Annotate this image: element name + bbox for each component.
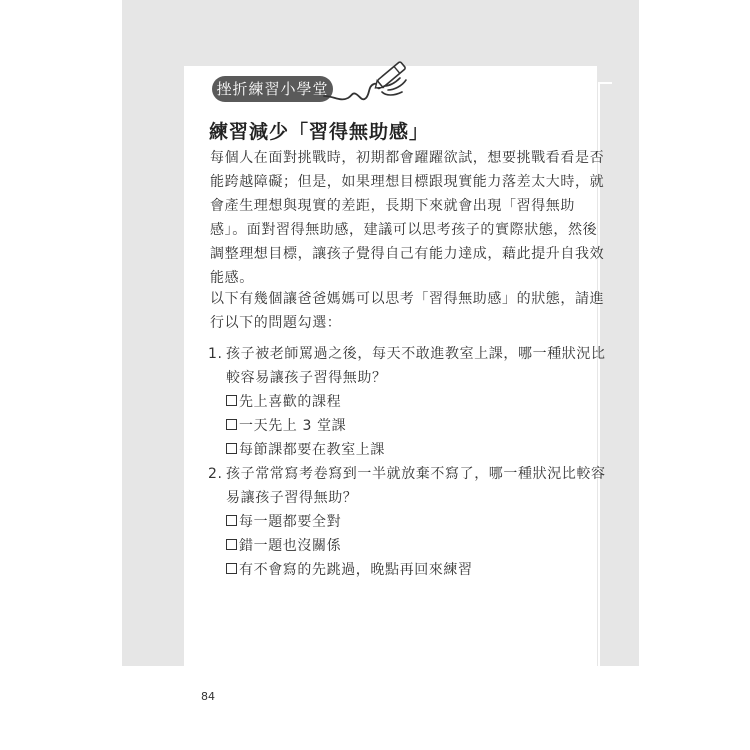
- option-label: 每一題都要全對: [239, 514, 342, 530]
- question-text: 易讓孩子習得無助？: [226, 490, 358, 506]
- option-label: 錯一題也沒關係: [239, 538, 342, 554]
- page-edge: [598, 82, 612, 666]
- intro-paragraph: [210, 146, 605, 290]
- checkbox-icon[interactable]: [226, 395, 237, 406]
- option-label: 先上喜歡的課程: [239, 394, 342, 410]
- answer-option[interactable]: [208, 534, 588, 558]
- paragraph-line: 每個人在面對挑戰時，初期都會躍躍欲試，想要挑戰看看是否: [210, 150, 605, 166]
- paragraph-line: 能跨越障礙；但是，如果理想目標跟現實能力落差太大時，就: [210, 174, 605, 190]
- answer-option[interactable]: [208, 438, 588, 462]
- paragraph-line: 感」。面對習得無助感，建議可以思考孩子的實際狀態，然後: [210, 222, 598, 238]
- paragraph-line: 以下有幾個讓爸爸媽媽可以思考「習得無助感」的狀態，請進: [210, 291, 605, 307]
- instruction-paragraph: [210, 287, 605, 335]
- option-label: 有不會寫的先跳過，晚點再回來練習: [239, 562, 473, 578]
- question-text: 孩子常常寫考卷寫到一半就放棄不寫了，哪一種狀況比較容: [226, 466, 606, 482]
- section-heading: 練習減少「習得無助感」: [209, 121, 430, 143]
- question-line: [208, 462, 606, 486]
- checkbox-icon[interactable]: [226, 443, 237, 454]
- page-number: 84: [201, 690, 215, 703]
- question-line: [208, 342, 606, 366]
- question-2: [208, 462, 606, 582]
- paragraph-line: 行以下的問題勾選：: [210, 315, 342, 331]
- paragraph-line: 會產生理想與現實的差距，長期下來就會出現「習得無助: [210, 198, 575, 214]
- answer-option[interactable]: [208, 510, 588, 534]
- question-text: 孩子被老師罵過之後，每天不敢進教室上課，哪一種狀況比: [226, 346, 606, 362]
- paragraph-line: 能感。: [210, 270, 254, 286]
- section-banner: 挫折練習小學堂: [212, 76, 333, 102]
- answer-option[interactable]: [208, 558, 588, 582]
- question-number: 2.: [208, 466, 223, 482]
- question-1: [208, 342, 606, 462]
- question-number: 1.: [208, 346, 223, 362]
- option-label: 每節課都要在教室上課: [239, 442, 385, 458]
- paragraph-line: 調整理想目標，讓孩子覺得自己有能力達成，藉此提升自我效: [210, 246, 605, 262]
- answer-option[interactable]: [208, 414, 588, 438]
- question-text: 較容易讓孩子習得無助？: [226, 370, 387, 386]
- pen-writing-icon: [322, 56, 412, 108]
- option-label: 一天先上 3 堂課: [239, 418, 347, 434]
- checkbox-icon[interactable]: [226, 419, 237, 430]
- checkbox-icon[interactable]: [226, 563, 237, 574]
- checkbox-icon[interactable]: [226, 539, 237, 550]
- checkbox-icon[interactable]: [226, 515, 237, 526]
- answer-option[interactable]: [208, 390, 588, 414]
